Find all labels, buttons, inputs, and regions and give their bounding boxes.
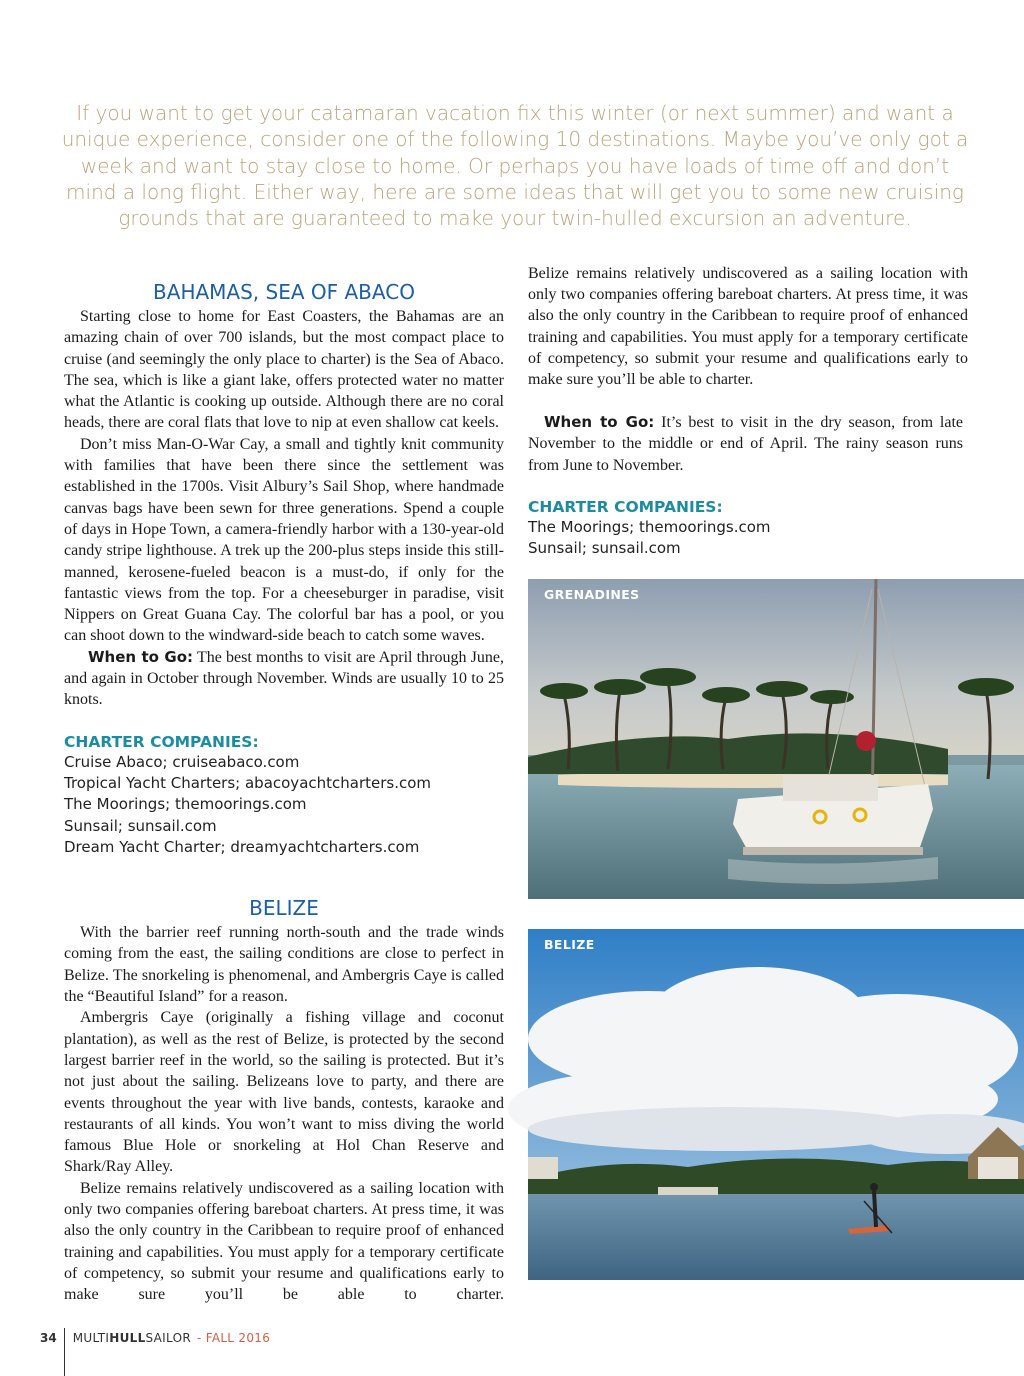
belize-paragraph-3-continued: Belize remains relatively undiscovered as a sailing location with only two companies offering bareboat charters. At press time, it was also the only country in the Caribbean to require proof of enhanced training and capabilities. You must apply for a temporary certificate of competency, so submit your resume and qualifications early to make sure you’ll be able to charter. (528, 264, 968, 389)
bahamas-when-text: The best months to visit are April through June, and again in October through November. Winds are usually 10 to 25 knots. (64, 648, 504, 709)
bahamas-charter-heading: CHARTER COMPANIES: (64, 732, 259, 751)
left-column (64, 280, 504, 1304)
belize-title: BELIZE (249, 896, 319, 921)
charter-item: Tropical Yacht Charters; abacoyachtcharters.com (64, 773, 432, 792)
intro-paragraph: If you want to get your catamaran vacation fix this winter (or next summer) and want a unique experience, consider one of the following 10 destinations. Maybe you’ve only got a week and want to stay close to home. Or perhaps you have loads of time off and don’t mind a long flight. Either way, here are some ideas that will get you to some new cruising grounds that are guaranteed to make your twin-hulled excursion an adventure. (61, 101, 969, 231)
magazine-name-part-3: SAILOR (145, 1331, 191, 1345)
charter-item: The Moorings; themoorings.com (64, 795, 307, 814)
bahamas-title: BAHAMAS, SEA OF ABACO (153, 280, 415, 304)
charter-item: Dream Yacht Charter; dreamyachtcharters.com (64, 837, 420, 856)
charter-item: The Moorings; themoorings.com (528, 517, 771, 536)
charter-item: Cruise Abaco; cruiseabaco.com (64, 752, 300, 771)
grenadines-label: GRENADINES (544, 587, 640, 602)
belize-paragraph-3-start: Belize remains relatively undiscovered as a sailing location with only two companies offering bareboat charters. At press time, it was also the only country in the Caribbean to require proof of enhanced training and capabilities. You must apply for a temporary certificate of competency, so submit your resume and qualifications early to make sure you’ll be able to charter. (64, 1179, 504, 1304)
belize-paragraph-2: Ambergris Caye (originally a fishing village and coconut plantation), as well as the rest of Belize, is protected by the second largest barrier reef in the world, so the sailing is protected. But it’s not just about the sailing. Belizeans love to party, and there are events throughout the year with live bands, contests, karaoke and restaurants of all kinds. You won’t want to miss diving the world famous Blue Hole or snorkeling at Hol Chan Reserve and Shark/Ray Alley. (64, 1009, 504, 1176)
bahamas-when-label: When to Go: (88, 647, 194, 666)
belize-charter-heading: CHARTER COMPANIES: (528, 497, 723, 516)
magazine-name-part-2: HULL (109, 1331, 146, 1345)
belize-photo (528, 929, 1024, 1280)
charter-item: Sunsail; sunsail.com (528, 539, 681, 558)
grenadines-photo-illustration (528, 579, 1024, 899)
page-number: 34 (40, 1331, 57, 1345)
charter-item: Sunsail; sunsail.com (64, 816, 217, 835)
belize-label: BELIZE (544, 937, 595, 952)
bahamas-paragraph-2: Don’t miss Man-O-War Cay, a small and tightly knit community with families that have been there since the settlement was established in the 1700s. Visit Albury’s Sail Shop, where handmade canvas bags have been sewn for three generations. Spend a couple of days in Hope Town, a camera-friendly harbor with a 130-year-old candy stripe lighthouse. A trek up the 200-plus steps inside this still-manned, kerosene-fueled beacon is a must-do, if only for the fantastic views from the top. For a cheeseburger in paradise, visit Nippers on Great Guana Cay. The colorful bar has a pool, or you can shoot down to the windward-side beach to catch some waves. (64, 435, 504, 645)
belize-when-to-go (528, 412, 963, 476)
issue-season: - FALL 2016 (196, 1331, 271, 1345)
belize-paragraph-1: With the barrier reef running north-south and the trade winds coming from the east, the sailing conditions are close to perfect in Belize. The snorkeling is phenomenal, and Ambergris Caye is called the “Beautiful Island” for a reason. (64, 924, 504, 1006)
footer-divider (64, 1328, 65, 1376)
belize-paragraph-3-continued-wrap (528, 264, 968, 412)
belize-charter-list (528, 517, 963, 560)
bahamas-charter-list (64, 752, 504, 858)
bahamas-paragraph-1: Starting close to home for East Coasters, the Bahamas are an amazing chain of over 700 islands, but the most compact place to cruise (and seemingly the only place to charter) is the Sea of Abaco. The sea, which is like a giant lake, offers protected water no matter what the Atlantic is cooking up outside. Although there are no coral heads, there are coral flats that love to nip at even shallow cat keels. (64, 308, 504, 432)
grenadines-photo (528, 579, 1024, 899)
bahamas-when-to-go (64, 647, 504, 711)
belize-photo-illustration (528, 929, 1024, 1280)
right-column (528, 264, 968, 559)
page-footer (40, 1331, 270, 1345)
magazine-name (73, 1331, 191, 1345)
belize-when-label: When to Go: (544, 413, 655, 431)
magazine-name-part-1: MULTI (72, 1331, 110, 1345)
belize-when-text: It’s best to visit in the dry season, from late November to the middle or end of April. The rainy season runs from June to November. (528, 414, 963, 474)
